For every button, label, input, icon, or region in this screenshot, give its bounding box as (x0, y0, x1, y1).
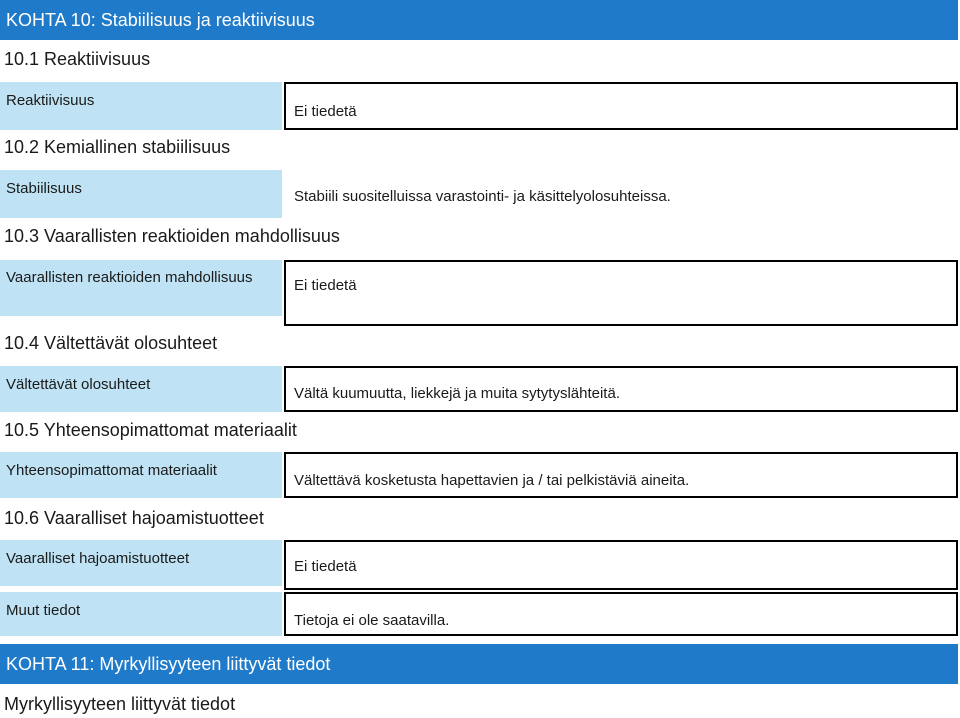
section-10-header: KOHTA 10: Stabiilisuus ja reaktiivisuus (0, 0, 958, 40)
value-reaktiivisuus (284, 82, 958, 130)
value-stabiilisuus (284, 170, 958, 218)
value-stabiilisuus-text: Stabiili suositelluissa varastointi- ja käsittelyolosuhteissa. (294, 187, 671, 205)
value-muut-tiedot (284, 592, 958, 636)
value-reaktiivisuus-text: Ei tiedetä (294, 102, 357, 120)
label-muut-tiedot: Muut tiedot (0, 592, 282, 636)
heading-10-2: 10.2 Kemiallinen stabiilisuus (4, 137, 231, 157)
value-valtettavat-olosuhteet (284, 366, 958, 412)
heading-10-3: 10.3 Vaarallisten reaktioiden mahdollisuus (4, 226, 340, 246)
section-11-header: KOHTA 11: Myrkyllisyyteen liittyvät tiedot (0, 644, 958, 684)
heading-11: Myrkyllisyyteen liittyvät tiedot (4, 694, 236, 714)
value-valtettavat-olosuhteet-text: Vältä kuumuutta, liekkejä ja muita sytytyslähteitä. (294, 384, 620, 402)
value-vaarallisten-reaktioiden (284, 260, 958, 326)
heading-10-6: 10.6 Vaaralliset hajoamistuotteet (4, 508, 264, 528)
value-vaarallisten-reaktioiden-text: Ei tiedetä (294, 276, 357, 294)
label-valtettavat-olosuhteet: Vältettävät olosuhteet (0, 366, 282, 412)
label-yhteensopimattomat: Yhteensopimattomat materiaalit (0, 452, 282, 498)
heading-10-5: 10.5 Yhteensopimattomat materiaalit (4, 420, 297, 440)
label-stabiilisuus: Stabiilisuus (0, 170, 282, 218)
value-hajoamistuotteet (284, 540, 958, 590)
label-reaktiivisuus: Reaktiivisuus (0, 82, 282, 130)
value-hajoamistuotteet-text: Ei tiedetä (294, 557, 357, 575)
value-yhteensopimattomat-text: Vältettävä kosketusta hapettavien ja / tai pelkistäviä aineita. (294, 471, 690, 489)
heading-10-4: 10.4 Vältettävät olosuhteet (4, 333, 218, 353)
label-vaarallisten-reaktioiden: Vaarallisten reaktioiden mahdollisuus (0, 260, 282, 316)
value-yhteensopimattomat (284, 452, 958, 498)
value-muut-tiedot-text: Tietoja ei ole saatavilla. (294, 611, 450, 629)
label-hajoamistuotteet: Vaaralliset hajoamistuotteet (0, 540, 282, 586)
heading-10-1: 10.1 Reaktiivisuus (4, 49, 151, 69)
